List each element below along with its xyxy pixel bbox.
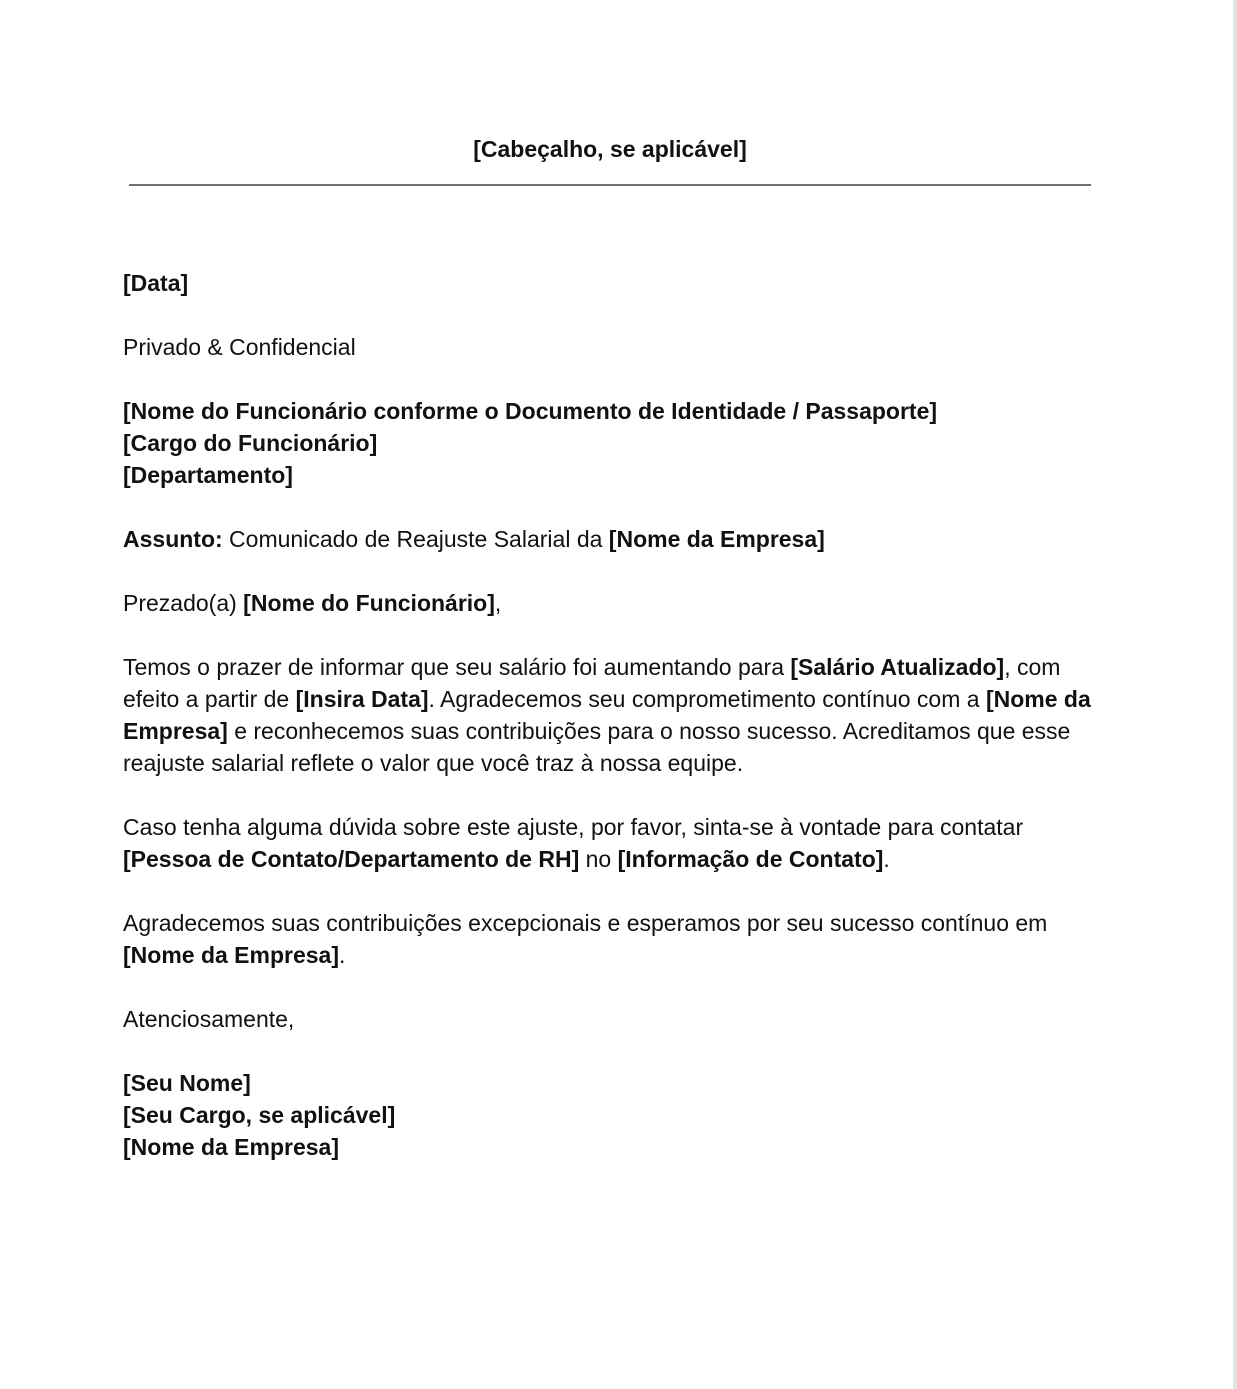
page-header: [Cabeçalho, se aplicável]: [473, 136, 747, 162]
company-placeholder: [Nome da Empresa]: [123, 686, 1091, 744]
effective-date-placeholder: [Insira Data]: [295, 686, 429, 712]
date-placeholder: [Data]: [123, 270, 189, 296]
paragraph-text: .: [883, 846, 890, 872]
paragraph-thanks: [123, 907, 1103, 971]
signature-position: [Seu Cargo, se aplicável]: [123, 1102, 396, 1128]
contact-person-placeholder: [Pessoa de Contato/Departamento de RH]: [123, 846, 580, 872]
confidentiality-note: Privado & Confidencial: [123, 334, 356, 360]
subject-company: [Nome da Empresa]: [608, 526, 825, 552]
greeting: [123, 587, 1103, 619]
subject-label: Assunto:: [123, 526, 223, 552]
greeting-prefix: Prezado(a): [123, 590, 244, 616]
subject-line: [123, 523, 1103, 555]
subject-text: Comunicado de Reajuste Salarial da: [222, 526, 609, 552]
greeting-name: [Nome do Funcionário]: [243, 590, 495, 616]
company-placeholder: [Nome da Empresa]: [123, 942, 340, 968]
greeting-suffix: ,: [494, 590, 502, 616]
paragraph-text: Agradecemos suas contribuições excepcionais e esperamos por seu sucesso contínuo em: [123, 910, 1048, 936]
paragraph-text: Temos o prazer de informar que seu salário foi aumentando para: [123, 654, 791, 680]
recipient-name: [Nome do Funcionário conforme o Documento de Identidade / Passaporte]: [123, 398, 938, 424]
signature-company: [Nome da Empresa]: [123, 1134, 340, 1160]
signature-block: [123, 1067, 1103, 1163]
recipient-block: [123, 395, 1103, 491]
paragraph-salary: [123, 651, 1103, 779]
recipient-department: [Departamento]: [123, 462, 293, 488]
paragraph-contact: [123, 811, 1103, 875]
paragraph-text: , com efeito a partir de: [123, 654, 1061, 712]
paragraph-text: no: [579, 846, 618, 872]
closing: Atenciosamente,: [123, 1006, 295, 1032]
signature-name: [Seu Nome]: [123, 1070, 251, 1096]
paragraph-text: .: [339, 942, 346, 968]
letter-body: [123, 267, 1103, 1163]
paragraph-text: Caso tenha alguma dúvida sobre este ajuste, por favor, sinta-se à vontade para contatar: [123, 814, 1024, 840]
recipient-position: [Cargo do Funcionário]: [123, 430, 378, 456]
header-divider: [129, 184, 1091, 186]
paragraph-text: e reconhecemos suas contribuições para o nosso sucesso. Acreditamos que esse reajuste salarial reflete o valor que você traz à nossa equipe.: [123, 718, 1071, 776]
page-edge: [1233, 0, 1237, 1389]
letter-date: [123, 267, 1103, 299]
contact-info-placeholder: [Informação de Contato]: [617, 846, 884, 872]
salary-placeholder: [Salário Atualizado]: [790, 654, 1005, 680]
paragraph-text: . Agradecemos seu comprometimento contínuo com a: [428, 686, 986, 712]
